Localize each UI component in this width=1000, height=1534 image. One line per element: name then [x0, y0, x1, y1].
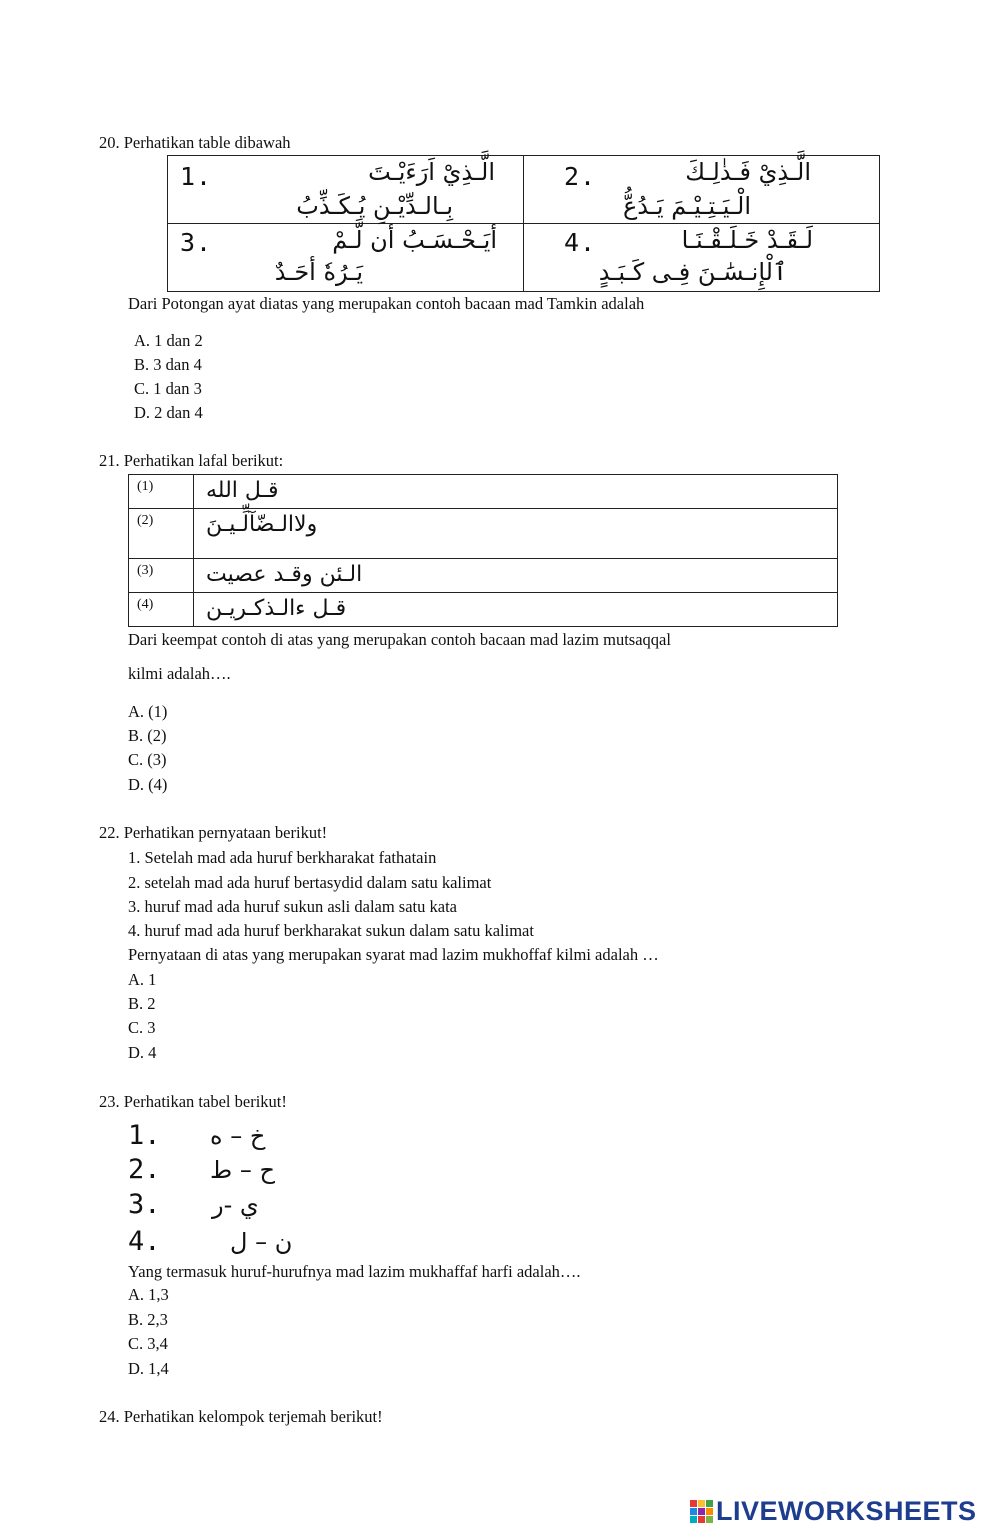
logo-text: LIVEWORKSHEETS: [716, 1495, 977, 1526]
q21-option-d[interactable]: D. (4): [128, 775, 168, 794]
q22-statement-1: 1. Setelah mad ada huruf berkharakat fathatain: [128, 848, 437, 867]
q21-row-value: [194, 475, 838, 509]
q20-cell-arabic-line1: أيَـحْـسَـبُ أن لَّـمْ: [332, 226, 497, 254]
q20-option-d[interactable]: D. 2 dan 4: [134, 403, 203, 422]
q20-cell-arabic-line2: بِـالـدِّيْـنِ يُـكَـذِّبُ: [296, 192, 453, 220]
q21-option-a[interactable]: A. (1): [128, 702, 168, 721]
q20-cell-number: 1.: [180, 162, 213, 191]
q21-row-number: (2): [129, 509, 194, 559]
q22-statement-4: 4. huruf mad ada huruf berkharakat sukun dalam satu kalimat: [128, 921, 534, 940]
q22-question: 22. Perhatikan pernyataan berikut!: [99, 823, 328, 842]
q21-prompt-line2: kilmi adalah….: [128, 664, 231, 683]
q20-cell-arabic-line2: الْـيَـتِـيْـمَ يَـدُعُّ: [622, 192, 751, 220]
q20-cell-arabic-line2: ٱلْإِنـسَٰـنَ فِـى كَـبَـدٍ: [598, 258, 787, 286]
q24-question: 24. Perhatikan kelompok terjemah berikut!: [99, 1407, 383, 1426]
q21-question: 21. Perhatikan lafal berikut:: [99, 451, 284, 470]
q22-prompt: Pernyataan di atas yang merupakan syarat mad lazim mukhoffaf kilmi adalah …: [128, 945, 659, 964]
q21-row-value: [194, 509, 838, 559]
q20-cell-arabic-line1: الَّـذِيْ اَرَءَيْـتَ: [368, 158, 495, 186]
q20-cell-4: [524, 224, 880, 292]
q20-option-b[interactable]: B. 3 dan 4: [134, 355, 202, 374]
q23-row-arabic: ن – ل: [230, 1228, 293, 1256]
q20-question: 20. Perhatikan table dibawah: [99, 133, 291, 152]
q21-option-c[interactable]: C. (3): [128, 750, 167, 769]
q20-cell-3: [168, 224, 524, 292]
q20-cell-arabic-line1: لَـقَـدْ خَـلَـقْـنَـا: [681, 226, 813, 254]
q21-row-number: (3): [129, 559, 194, 593]
q23-option-c[interactable]: C. 3,4: [128, 1334, 168, 1353]
q20-cell-2: [524, 156, 880, 224]
q21-row-value: [194, 593, 838, 627]
q21-row-value: [194, 559, 838, 593]
q23-option-d[interactable]: D. 1,4: [128, 1359, 169, 1378]
q21-row-arabic: ولاالـضّآلِّـيـنَ: [206, 512, 318, 537]
q20-cell-number: 3.: [180, 228, 213, 257]
q23-option-b[interactable]: B. 2,3: [128, 1310, 168, 1329]
q20-table: [167, 155, 880, 292]
q20-option-c[interactable]: C. 1 dan 3: [134, 379, 202, 398]
q20-cell-number: 4.: [564, 228, 597, 257]
q20-cell-arabic-line1: الَّـذِيْ فَـذٰلِـكَ: [685, 158, 811, 186]
q20-cell-number: 2.: [564, 162, 597, 191]
q21-table: [128, 474, 838, 627]
q23-row-arabic: خ – ه: [210, 1122, 266, 1150]
liveworksheets-logo-icon: [690, 1500, 712, 1522]
q22-statement-3: 3. huruf mad ada huruf sukun asli dalam satu kata: [128, 897, 457, 916]
q21-row-arabic: الـئن وقـد عصيت: [206, 562, 363, 587]
q22-option-d[interactable]: D. 4: [128, 1043, 157, 1062]
q23-question: 23. Perhatikan tabel berikut!: [99, 1092, 287, 1111]
q23-option-a[interactable]: A. 1,3: [128, 1285, 169, 1304]
q21-row-arabic: قـل الله: [206, 478, 279, 503]
q22-statement-2: 2. setelah mad ada huruf bertasydid dalam satu kalimat: [128, 873, 492, 892]
q21-option-b[interactable]: B. (2): [128, 726, 167, 745]
q21-row-arabic: قـل ءالـذكـريـن: [206, 596, 347, 621]
q22-option-c[interactable]: C. 3: [128, 1018, 156, 1037]
q20-prompt: Dari Potongan ayat diatas yang merupakan contoh bacaan mad Tamkin adalah: [128, 294, 645, 313]
q23-row-number: 2.: [128, 1154, 161, 1185]
q21-prompt-line1: Dari keempat contoh di atas yang merupakan contoh bacaan mad lazim mutsaqqal: [128, 630, 671, 649]
q20-cell-arabic-line2: يَـرُهٗ أحَـدٌ: [274, 258, 363, 286]
q21-row-number: (4): [129, 593, 194, 627]
q23-row-number: 3.: [128, 1189, 161, 1220]
q20-cell-1: [168, 156, 524, 224]
q22-option-a[interactable]: A. 1: [128, 970, 157, 989]
q21-row-number: (1): [129, 475, 194, 509]
q22-option-b[interactable]: B. 2: [128, 994, 156, 1013]
q23-row-number: 4.: [128, 1226, 161, 1257]
q23-row-number: 1.: [128, 1120, 161, 1151]
q20-option-a[interactable]: A. 1 dan 2: [134, 331, 203, 350]
q23-prompt: Yang termasuk huruf-hurufnya mad lazim mukhaffaf harfi adalah….: [128, 1262, 581, 1281]
liveworksheets-logo[interactable]: [690, 1496, 977, 1526]
q23-row-arabic: ح – ط: [210, 1156, 275, 1184]
q23-row-arabic: ي -ر: [212, 1191, 259, 1219]
